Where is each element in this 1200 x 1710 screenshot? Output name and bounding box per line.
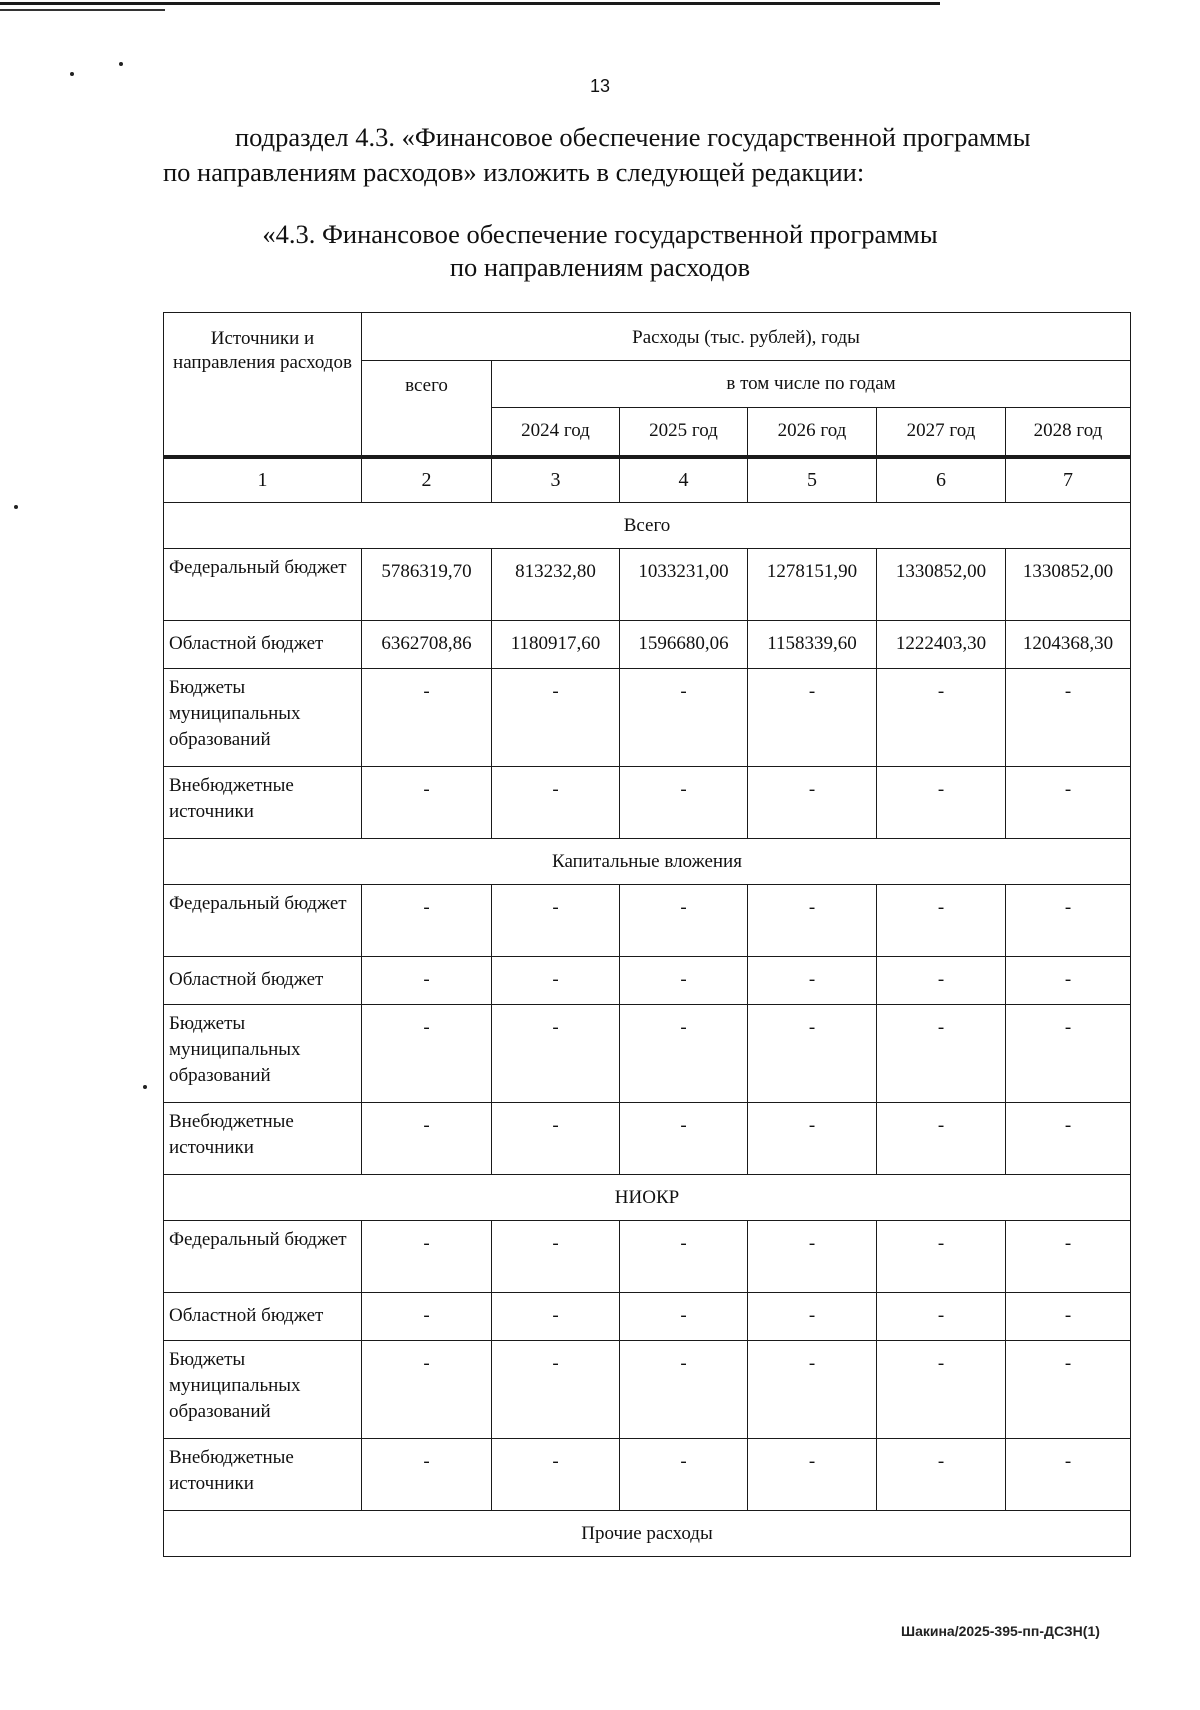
value-cell: - (877, 1341, 1006, 1439)
top-border-line (0, 2, 940, 5)
column-number: 1 (164, 457, 362, 503)
value-cell: - (748, 885, 877, 957)
value-cell: - (1006, 1221, 1131, 1293)
value-cell: - (620, 1341, 748, 1439)
section-title-cell: Капитальные вложения (164, 839, 1131, 885)
value-cell: - (1006, 885, 1131, 957)
value-cell: - (620, 1293, 748, 1341)
column-number: 3 (492, 457, 620, 503)
table-row (164, 1341, 1131, 1439)
value-cell: - (1006, 1103, 1131, 1175)
value-cell: - (362, 1005, 492, 1103)
section-title-line-1: «4.3. Финансовое обеспечение государственной программы (262, 219, 938, 249)
table-row (164, 549, 1131, 621)
scan-speck (14, 505, 18, 509)
document-id: Шакина/2025-395-пп-ДСЗН(1) (901, 1623, 1100, 1639)
value-cell: - (492, 1005, 620, 1103)
value-cell: 1033231,00 (620, 549, 748, 621)
value-cell: 813232,80 (492, 549, 620, 621)
value-cell: - (1006, 669, 1131, 767)
value-cell: 1330852,00 (877, 549, 1006, 621)
column-number: 7 (1006, 457, 1131, 503)
value-cell: - (492, 957, 620, 1005)
header-year: 2024 год (492, 408, 620, 457)
row-label: Внебюджетные источники (164, 1103, 362, 1175)
value-cell: - (748, 957, 877, 1005)
table-row (164, 1439, 1131, 1511)
value-cell: - (620, 1439, 748, 1511)
section-title-line-2: по направлениям расходов (449, 252, 751, 282)
table-row (164, 1103, 1131, 1175)
value-cell: - (877, 767, 1006, 839)
row-label: Внебюджетные источники (164, 767, 362, 839)
value-cell: - (362, 1341, 492, 1439)
value-cell: - (1006, 1293, 1131, 1341)
value-cell: 6362708,86 (362, 621, 492, 669)
table-row (164, 1005, 1131, 1103)
value-cell: - (877, 1293, 1006, 1341)
value-cell: - (492, 1293, 620, 1341)
row-label: Федеральный бюджет (164, 549, 362, 621)
row-label: Областной бюджет (164, 1293, 362, 1341)
header-row-1 (164, 313, 1131, 361)
value-cell: - (748, 669, 877, 767)
header-total: всего (362, 361, 492, 457)
intro-line-2: по направлениям расходов» изложить в следующей редакции: (163, 157, 865, 187)
section-row (164, 503, 1131, 549)
table-row (164, 1293, 1131, 1341)
column-number: 5 (748, 457, 877, 503)
value-cell: - (492, 767, 620, 839)
row-label: Федеральный бюджет (164, 1221, 362, 1293)
section-title (0, 218, 1200, 284)
table-row (164, 669, 1131, 767)
value-cell: - (877, 1005, 1006, 1103)
top-border-line-short (0, 9, 165, 11)
value-cell: - (877, 885, 1006, 957)
scan-speck (119, 62, 123, 66)
header-year: 2027 год (877, 408, 1006, 457)
value-cell: 1222403,30 (877, 621, 1006, 669)
value-cell: - (1006, 1005, 1131, 1103)
value-cell: - (492, 1221, 620, 1293)
header-by-years: в том числе по годам (492, 361, 1131, 408)
value-cell: - (362, 1221, 492, 1293)
value-cell: - (1006, 957, 1131, 1005)
row-label: Бюджеты муниципальных образований (164, 669, 362, 767)
value-cell: 1158339,60 (748, 621, 877, 669)
column-number: 4 (620, 457, 748, 503)
table-row (164, 885, 1131, 957)
value-cell: - (620, 1005, 748, 1103)
section-row (164, 1175, 1131, 1221)
page-number: 13 (589, 76, 611, 96)
header-year: 2026 год (748, 408, 877, 457)
table-row (164, 1221, 1131, 1293)
value-cell: 1180917,60 (492, 621, 620, 669)
column-number: 6 (877, 457, 1006, 503)
scan-speck (143, 1085, 147, 1089)
value-cell: - (1006, 1341, 1131, 1439)
value-cell: - (362, 1439, 492, 1511)
table-row (164, 767, 1131, 839)
value-cell: - (748, 1293, 877, 1341)
value-cell: - (620, 957, 748, 1005)
value-cell: - (362, 1293, 492, 1341)
value-cell: - (362, 1103, 492, 1175)
header-sources: Источники и направления расходов (164, 313, 362, 457)
section-row (164, 839, 1131, 885)
value-cell: - (748, 1005, 877, 1103)
value-cell: - (748, 1439, 877, 1511)
value-cell: - (877, 957, 1006, 1005)
value-cell: 1278151,90 (748, 549, 877, 621)
value-cell: - (877, 669, 1006, 767)
value-cell: - (748, 1221, 877, 1293)
row-label: Федеральный бюджет (164, 885, 362, 957)
header-year: 2028 год (1006, 408, 1131, 457)
intro-paragraph (163, 120, 1123, 190)
row-label: Бюджеты муниципальных образований (164, 1005, 362, 1103)
header-year: 2025 год (620, 408, 748, 457)
value-cell: - (362, 767, 492, 839)
table-body (164, 313, 1131, 1557)
column-number-row (164, 457, 1131, 503)
table-row (164, 621, 1131, 669)
value-cell: - (620, 1221, 748, 1293)
intro-line-1: подраздел 4.3. «Финансовое обеспечение государственной программы (235, 122, 1031, 152)
value-cell: - (748, 1341, 877, 1439)
table-row (164, 957, 1131, 1005)
value-cell: - (492, 1103, 620, 1175)
value-cell: - (620, 885, 748, 957)
financing-table (163, 312, 1131, 1557)
value-cell: - (877, 1439, 1006, 1511)
row-label: Бюджеты муниципальных образований (164, 1341, 362, 1439)
section-title-cell: Всего (164, 503, 1131, 549)
value-cell: - (620, 1103, 748, 1175)
column-number: 2 (362, 457, 492, 503)
header-expenses: Расходы (тыс. рублей), годы (362, 313, 1131, 361)
value-cell: - (362, 957, 492, 1005)
value-cell: - (492, 669, 620, 767)
value-cell: 1330852,00 (1006, 549, 1131, 621)
value-cell: - (620, 669, 748, 767)
row-label: Областной бюджет (164, 621, 362, 669)
section-title-cell: НИОКР (164, 1175, 1131, 1221)
value-cell: 1596680,06 (620, 621, 748, 669)
section-title-cell: Прочие расходы (164, 1511, 1131, 1557)
value-cell: 1204368,30 (1006, 621, 1131, 669)
value-cell: - (748, 1103, 877, 1175)
value-cell: - (1006, 767, 1131, 839)
value-cell: - (492, 1341, 620, 1439)
value-cell: - (492, 885, 620, 957)
value-cell: 5786319,70 (362, 549, 492, 621)
section-row (164, 1511, 1131, 1557)
value-cell: - (362, 669, 492, 767)
value-cell: - (492, 1439, 620, 1511)
value-cell: - (877, 1103, 1006, 1175)
row-label: Областной бюджет (164, 957, 362, 1005)
value-cell: - (748, 767, 877, 839)
row-label: Внебюджетные источники (164, 1439, 362, 1511)
value-cell: - (620, 767, 748, 839)
value-cell: - (362, 885, 492, 957)
value-cell: - (1006, 1439, 1131, 1511)
value-cell: - (877, 1221, 1006, 1293)
